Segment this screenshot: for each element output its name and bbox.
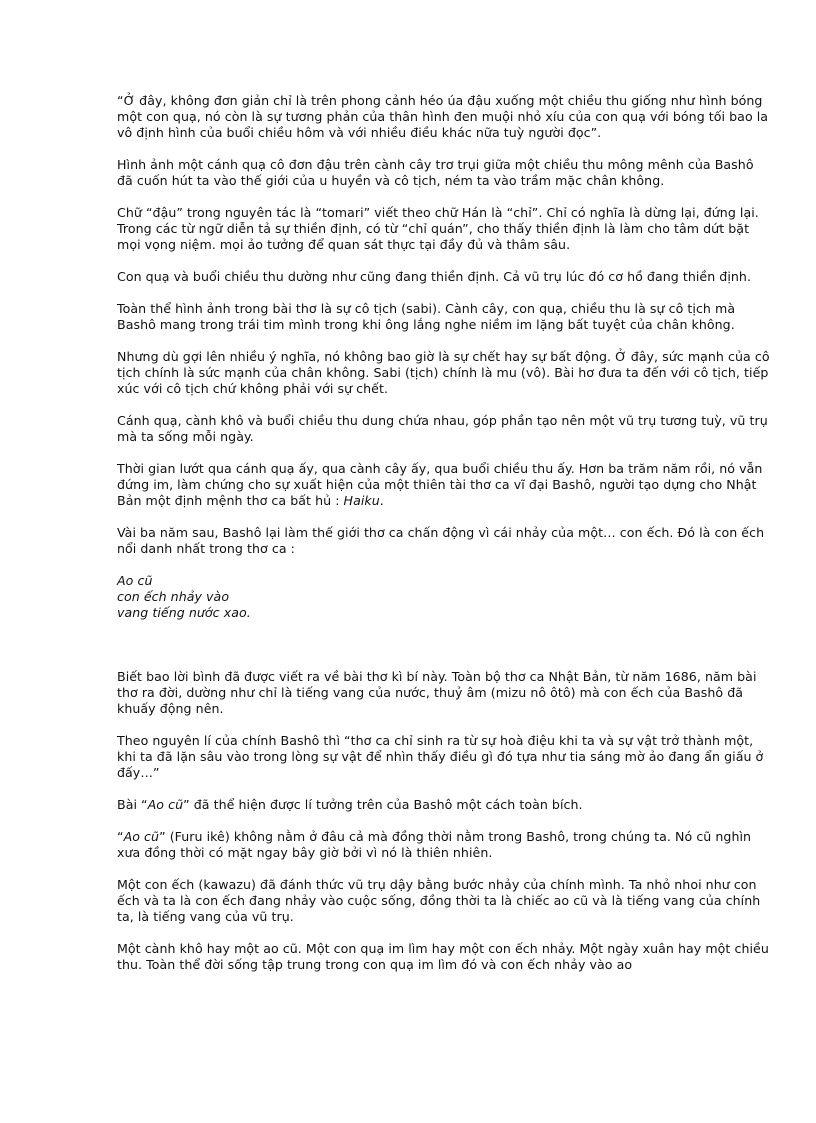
document-body — [117, 93, 772, 989]
paragraph-text: “ — [117, 829, 124, 844]
poem-title: Ao cũ — [123, 829, 160, 844]
poem-line: con ếch nhảy vào — [117, 589, 230, 604]
poem-title: Ao cũ — [147, 797, 184, 812]
paragraph: Biết bao lời bình đã được viết ra về bài thơ kì bí này. Toàn bộ thơ ca Nhật Bản, từ năm 1686, năm bài thơ ra đời, dường như chỉ là tiếng vang của nước, thuỷ âm (mizu nô ôtô) mà con ếch của Bashô đã khuấy động nên. — [117, 669, 757, 716]
paragraph: Cánh quạ, cành khô và buổi chiều thu dung chứa nhau, góp phần tạo nên một vũ trụ tương tuỳ, vũ trụ mà ta sống mỗi ngày. — [117, 413, 768, 444]
paragraph: Vài ba năm sau, Bashô lại làm thế giới thơ ca chấn động vì cái nhảy của một… con ếch. Đó là con ếch nổi danh nhất trong thơ ca : — [117, 525, 765, 556]
paragraph-text: ” đã thể hiện được lí tưởng trên của Bashô một cách toàn bích. — [183, 797, 583, 812]
paragraph — [117, 461, 772, 509]
paragraph: Hình ảnh một cánh quạ cô đơn đậu trên cành cây trơ trụi giữa một chiều thu mông mênh của Bashô đã cuốn hút ta vào thế giới của u huyền và cô tịch, ném ta vào trầm mặc chân không. — [117, 157, 754, 188]
poem-line: Ao cũ — [117, 573, 153, 588]
paragraph: Theo nguyên lí của chính Bashô thì “thơ ca chỉ sinh ra từ sự hoà điệu khi ta và sự vật trở thành một, khi ta đã lặn sâu vào trong lòng sự vật để nhìn thấy điều gì đó tựa như tia sáng mờ ảo đang ẩn giấu ở đấy…” — [117, 733, 764, 780]
paragraph — [117, 829, 772, 861]
paragraph: Một cành khô hay một ao cũ. Một con quạ im lìm hay một con ếch nhảy. Một ngày xuân hay một chiều thu. Toàn thể đời sống tập trung trong con quạ im lìm đó và con ếch nhảy vào ao — [117, 941, 769, 972]
paragraph: Toàn thể hình ảnh trong bài thơ là sự cô tịch (sabi). Cành cây, con quạ, chiều thu là sự cô tịch mà Bashô mang trong trái tim mình trong khi ông lắng nghe niềm im lặng bất tuyệt của chân không. — [117, 301, 736, 332]
poem — [117, 573, 772, 621]
haiku-term: Haiku — [343, 493, 380, 508]
paragraph — [117, 797, 772, 813]
paragraph: Một con ếch (kawazu) đã đánh thức vũ trụ dậy bằng bước nhảy của chính mình. Ta nhỏ nhoi như con ếch và ta là con ếch đang nhảy vào cuộc sống, đồng thời ta là chiếc ao cũ và là tiếng vang của chính ta, là tiếng vang của vũ trụ. — [117, 877, 761, 924]
paragraph-text: Bài “ — [117, 797, 148, 812]
paragraph: “Ở đây, không đơn giản chỉ là trên phong cảnh héo úa đậu xuống một chiều thu giống như hình bóng một con quạ, nó còn là sự tương phản của thân hình đen muội nhỏ xíu của con quạ với bóng tối bao la vô định hình của buổi chiều hôm và với nhiều điều khác nữa tuỳ người đọc”. — [117, 93, 769, 140]
paragraph: Nhưng dù gợi lên nhiều ý nghĩa, nó không bao giờ là sự chết hay sự bất động. Ở đây, sức mạnh của cô tịch chính là sức mạnh của chân không. Sabi (tịch) chính là mu (vô). Bài hơ đưa ta đến với cô tịch, tiếp xúc với cô tịch chứ không phải với sự chết. — [117, 349, 770, 396]
paragraph-text: . — [379, 493, 384, 508]
poem-line: vang tiếng nước xao. — [117, 605, 251, 620]
paragraph: Con quạ và buổi chiều thu dường như cũng đang thiền định. Cả vũ trụ lúc đó cơ hồ đang thiền định. — [117, 269, 752, 284]
paragraph: Chữ “đậu” trong nguyên tác là “tomari” viết theo chữ Hán là “chỉ”. Chỉ có nghĩa là dừng lại, đứng lại. Trong các từ ngữ diễn tả sự thiền định, có từ “chỉ quán”, cho thấy thiền định là làm cho tâm dứt bặt mọi vọng niệm. mọi ảo tưởng để quan sát thực tại đầy đủ và thâm sâu. — [117, 205, 759, 252]
paragraph-text: ” (Furu ikê) không nằm ở đâu cả mà đồng thời nằm trong Bashô, trong chúng ta. Nó cũ nghìn xưa đồng thời có mặt ngay bây giờ bởi vì nó là thiên nhiên. — [117, 829, 752, 860]
paragraph-text: Thời gian lướt qua cánh quạ ấy, qua cành cây ấy, qua buổi chiều thu ấy. Hơn ba trăm năm rồi, nó vẫn đứng im, làm chứng cho sự xuất hiện của một thiên tài thơ ca vĩ đại Bashô, người tạo dựng cho Nhật Bản một định mệnh thơ ca bất hủ : — [117, 461, 763, 508]
